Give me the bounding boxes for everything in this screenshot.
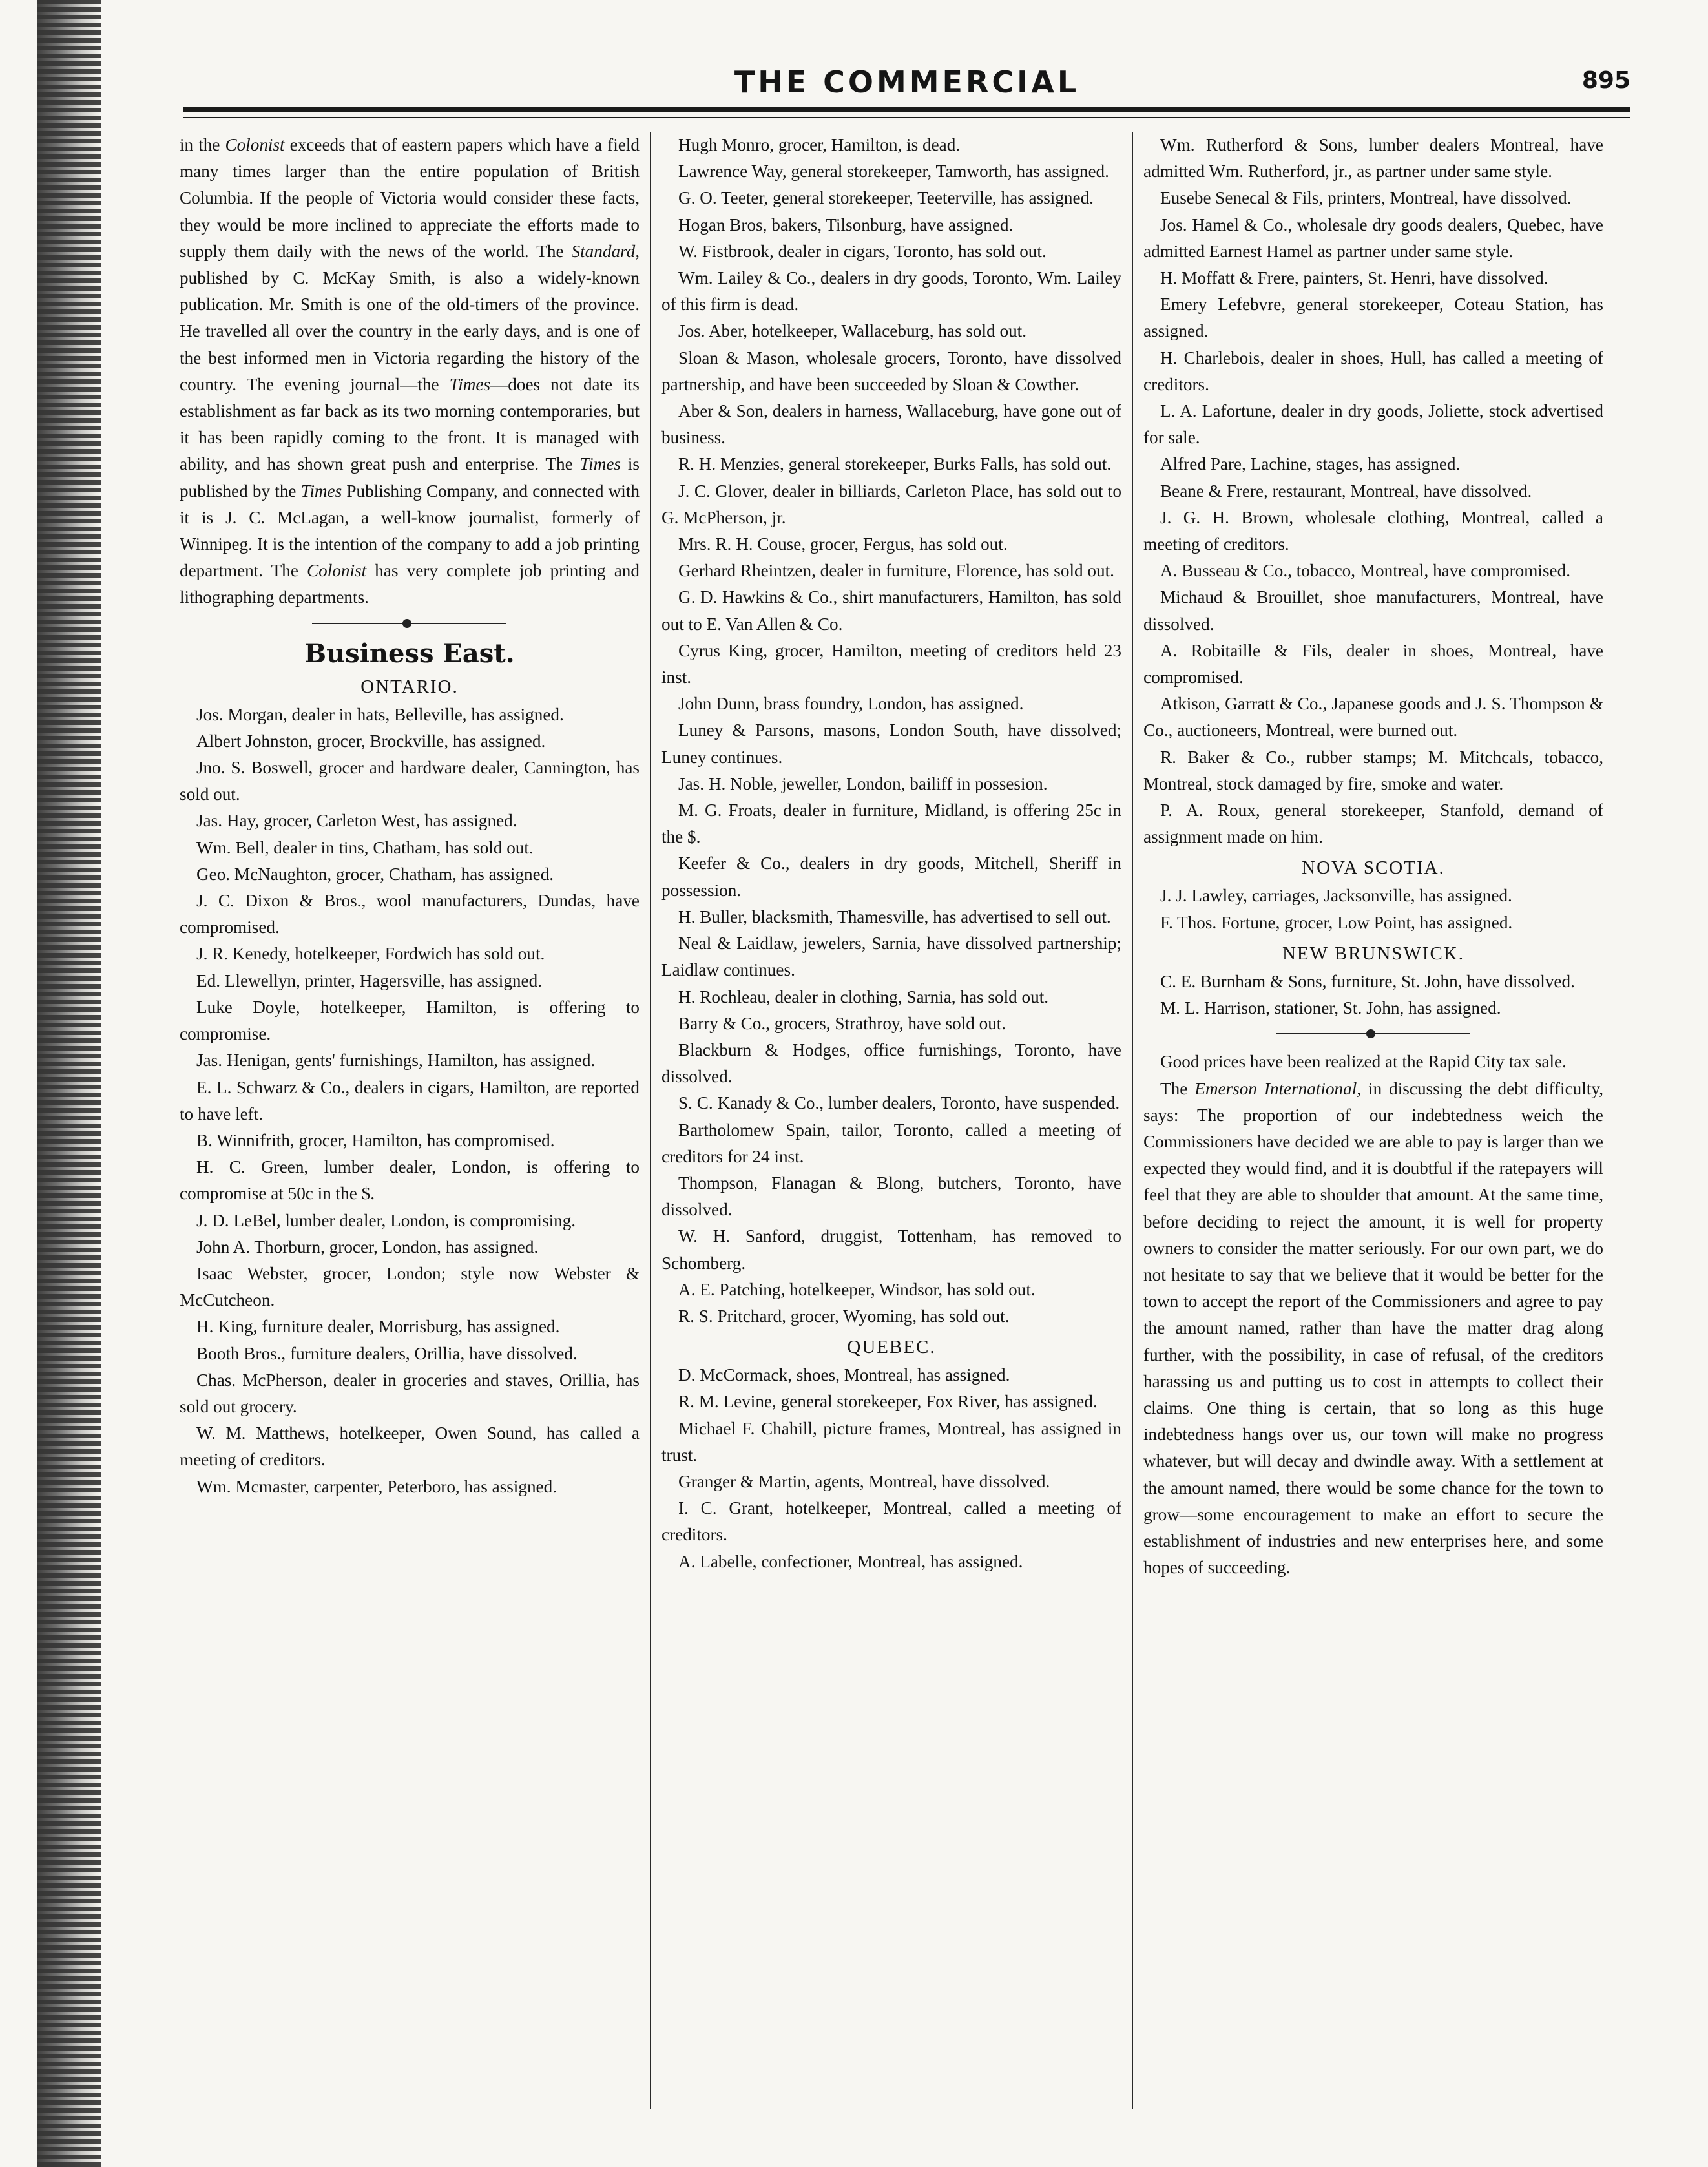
news-item-emerson: [1143, 1076, 1603, 1582]
list-item: D. McCormack, shoes, Montreal, has assigned.: [678, 1365, 1010, 1385]
section-divider: [1143, 1025, 1603, 1042]
list-item: Luney & Parsons, masons, London South, have dissolved; Luney continues.: [661, 720, 1121, 767]
list-item: G. D. Hawkins & Co., shirt manufacturers, Hamilton, has sold out to E. Van Allen & Co.: [661, 587, 1121, 634]
list-item: Aber & Son, dealers in harness, Wallaceburg, have gone out of business.: [661, 401, 1121, 448]
ontario-entries: [180, 702, 640, 1500]
section-title: Business East.: [304, 638, 515, 669]
list-item: H. Charlebois, dealer in shoes, Hull, has called a meeting of creditors.: [1143, 348, 1603, 394]
ontario-entries-cont: [661, 132, 1121, 1330]
text-run: published by C. McKay Smith, is also a widely-known publication. Mr. Smith is one of the old-timers of the province. He travelled all over the country in the early days, and is one of the best informed men in Victoria regarding the history of the country. The evening journal—the: [180, 268, 640, 394]
list-item: Luke Doyle, hotelkeeper, Hamilton, is offering to compromise.: [180, 997, 640, 1044]
list-item: Jas. H. Noble, jeweller, London, bailiff in possesion.: [678, 773, 1048, 793]
list-item: Gerhard Rheintzen, dealer in furniture, Florence, has sold out.: [678, 561, 1114, 581]
paper-name: Colonist: [307, 561, 367, 581]
list-item: J. D. LeBel, lumber dealer, London, is compromising.: [196, 1210, 576, 1230]
list-item: Barry & Co., grocers, Strathroy, have sold out.: [678, 1013, 1006, 1033]
list-item: J. J. Lawley, carriages, Jacksonville, has assigned.: [1160, 886, 1512, 906]
column-2: [661, 132, 1121, 2109]
article-continuation: [180, 132, 640, 611]
text-run: exceeds that of eastern papers which have a field many times larger than the entire population of British Columbia. If the people of Victoria would consider these facts, they would be more inclined to appreciate the efforts made to supply them daily with the news of the world. The: [180, 135, 640, 261]
list-item: Wm. Lailey & Co., dealers in dry goods, Toronto, Wm. Lailey of this firm is dead.: [661, 268, 1121, 315]
list-item: B. Winnifrith, grocer, Hamilton, has compromised.: [196, 1130, 555, 1150]
list-item: M. G. Froats, dealer in furniture, Midland, is offering 25c in the $.: [661, 801, 1121, 847]
list-item: A. Busseau & Co., tobacco, Montreal, have compromised.: [1160, 561, 1570, 581]
list-item: Mrs. R. H. Couse, grocer, Fergus, has sold out.: [678, 534, 1008, 554]
paper-name: Times: [449, 374, 491, 394]
list-item: Alfred Pare, Lachine, stages, has assigned.: [1160, 454, 1461, 474]
list-item: W. H. Sanford, druggist, Tottenham, has removed to Schomberg.: [661, 1226, 1121, 1273]
text-run: Publishing Company, and connected with it is J. C. McLagan, a well-know journalist, formerly of Winnipeg. It is the intention of the company to add a job printing department. The: [180, 481, 640, 581]
list-item: I. C. Grant, hotelkeeper, Montreal, called a meeting of creditors.: [661, 1498, 1121, 1545]
header-rule-thin: [183, 117, 1630, 118]
masthead: [183, 59, 1630, 105]
list-item: C. E. Burnham & Sons, furniture, St. John, have dissolved.: [1160, 971, 1575, 991]
list-item: A. Robitaille & Fils, dealer in shoes, Montreal, have compromised.: [1143, 640, 1603, 687]
list-item: J. G. H. Brown, wholesale clothing, Montreal, called a meeting of creditors.: [1143, 507, 1603, 554]
scanned-binding-edge: [37, 0, 101, 2167]
list-item: Neal & Laidlaw, jewelers, Sarnia, have dissolved partnership; Laidlaw continues.: [661, 934, 1121, 980]
text-run: —does not date its establishment as far back as its two morning contemporaries, but it has been rapidly coming to the front. It is managed with ability, and has shown great push and enterprise. The: [180, 374, 640, 474]
column-rule-2: [1132, 132, 1133, 2109]
list-item: Bartholomew Spain, tailor, Toronto, called a meeting of creditors for 24 inst.: [661, 1120, 1121, 1166]
list-item: A. Labelle, confectioner, Montreal, has assigned.: [678, 1551, 1023, 1571]
news-item: Good prices have been realized at the Rapid City tax sale.: [1160, 1052, 1567, 1072]
quebec-entries: [661, 1362, 1121, 1575]
list-item: Lawrence Way, general storekeeper, Tamworth, has assigned.: [678, 162, 1109, 182]
list-item: Hogan Bros, bakers, Tilsonburg, have assigned.: [678, 215, 1014, 235]
list-item: Chas. McPherson, dealer in groceries and staves, Orillia, has sold out grocery.: [180, 1370, 640, 1416]
list-item: Isaac Webster, grocer, London; style now Webster & McCutcheon.: [180, 1263, 640, 1310]
list-item: Michael F. Chahill, picture frames, Montreal, has assigned in trust.: [661, 1418, 1121, 1465]
quebec-entries-cont: [1143, 132, 1603, 850]
list-item: Sloan & Mason, wholesale grocers, Toronto, have dissolved partnership, and have been succeeded by Sloan & Cowther.: [661, 348, 1121, 394]
list-item: Ed. Llewellyn, printer, Hagersville, has assigned.: [196, 970, 542, 990]
list-item: Emery Lefebvre, general storekeeper, Coteau Station, has assigned.: [1143, 295, 1603, 341]
list-item: R. Baker & Co., rubber stamps; M. Mitchcals, tobacco, Montreal, stock damaged by fire, smoke and water.: [1143, 747, 1603, 793]
province-heading-quebec: QUEBEC.: [847, 1337, 936, 1358]
province-heading-nova-scotia: NOVA SCOTIA.: [1302, 857, 1445, 879]
column-1: [180, 132, 640, 2109]
list-item: John Dunn, brass foundry, London, has assigned.: [678, 694, 1024, 714]
text-run: in discussing the debt difficulty, says: The proportion of our indebtedness weich the Commissioners have decided we are able to pay is larger than we expected they would find, and it is doubtful if the ratepayers will feel that they are able to shoulder that amount. At the same time, before deciding to reject the amount, it is well for property owners to consider the matter seriously. For our own part, we do not hesitate to say that we believe that it would be better for the town to accept the report of the Commissioners and agree to pay the amount named, rather than have the matter drag along further, with the possibility, in case of refusal, of the creditors harassing us and putting us to cost in attempts to collect their claims. One thing is certain, that so long as this huge indebtedness hangs over us, our town will make no progress whatever, but will decay and dwindle away. With a settlement at the amount named, there would be some chance for the town to grow—some encouragement to make an effort to secure the establishment of industries and new enterprises here, and some hopes of succeeding.: [1143, 1078, 1603, 1578]
province-heading-ontario: ONTARIO.: [360, 676, 459, 697]
list-item: Thompson, Flanagan & Blong, butchers, Toronto, have dissolved.: [661, 1173, 1121, 1220]
list-item: Wm. Bell, dealer in tins, Chatham, has sold out.: [196, 837, 534, 857]
list-item: M. L. Harrison, stationer, St. John, has assigned.: [1160, 998, 1501, 1018]
list-item: Booth Bros., furniture dealers, Orillia, have dissolved.: [196, 1343, 578, 1363]
list-item: Atkison, Garratt & Co., Japanese goods and J. S. Thompson & Co., auctioneers, Montreal, were burned out.: [1143, 694, 1603, 740]
list-item: R. M. Levine, general storekeeper, Fox River, has assigned.: [678, 1392, 1098, 1412]
list-item: Jos. Hamel & Co., wholesale dry goods dealers, Quebec, have admitted Earnest Hamel as partner under same style.: [1143, 215, 1603, 261]
list-item: H. King, furniture dealer, Morrisburg, has assigned.: [196, 1317, 560, 1337]
list-item: Beane & Frere, restaurant, Montreal, have dissolved.: [1160, 481, 1532, 501]
list-item: G. O. Teeter, general storekeeper, Teeterville, has assigned.: [678, 188, 1094, 208]
list-item: Hugh Monro, grocer, Hamilton, is dead.: [678, 135, 961, 154]
list-item: J. C. Glover, dealer in billiards, Carleton Place, has sold out to G. McPherson, jr.: [661, 481, 1121, 527]
list-item: Wm. Mcmaster, carpenter, Peterboro, has assigned.: [196, 1476, 557, 1496]
list-item: Cyrus King, grocer, Hamilton, meeting of creditors held 23 inst.: [661, 640, 1121, 687]
list-item: Jas. Hay, grocer, Carleton West, has assigned.: [196, 811, 517, 831]
text-run: in the: [180, 135, 225, 154]
paper-name: Standard,: [571, 241, 640, 261]
list-item: R. H. Menzies, general storekeeper, Burks Falls, has sold out.: [678, 454, 1112, 474]
list-item: W. M. Matthews, hotelkeeper, Owen Sound, has called a meeting of creditors.: [180, 1423, 640, 1470]
list-item: Jos. Morgan, dealer in hats, Belleville, has assigned.: [196, 704, 564, 724]
list-item: Michaud & Brouillet, shoe manufacturers, Montreal, have dissolved.: [1143, 587, 1603, 634]
nova-scotia-entries: [1143, 883, 1603, 936]
list-item: J. R. Kenedy, hotelkeeper, Fordwich has sold out.: [196, 944, 545, 964]
list-item: Albert Johnston, grocer, Brockville, has assigned.: [196, 731, 546, 751]
paper-name: Times: [300, 481, 342, 501]
list-item: Geo. McNaughton, grocer, Chatham, has assigned.: [196, 864, 554, 884]
province-heading-new-brunswick: NEW BRUNSWICK.: [1282, 943, 1465, 964]
text-run: is published by the: [180, 454, 640, 501]
paper-name: Emerson International,: [1194, 1078, 1362, 1098]
column-3: [1143, 132, 1603, 2109]
page-number: 895: [1581, 67, 1630, 94]
list-item: H. Buller, blacksmith, Thamesville, has advertised to sell out.: [678, 906, 1111, 926]
list-item: L. A. Lafortune, dealer in dry goods, Joliette, stock advertised for sale.: [1143, 401, 1603, 448]
list-item: H. Rochleau, dealer in clothing, Sarnia, has sold out.: [678, 987, 1049, 1007]
list-item: H. C. Green, lumber dealer, London, is offering to compromise at 50c in the $.: [180, 1157, 640, 1204]
section-divider: [180, 615, 640, 632]
text-run: The: [1160, 1078, 1195, 1098]
list-item: Jas. Henigan, gents' furnishings, Hamilton, has assigned.: [196, 1051, 596, 1071]
list-item: H. Moffatt & Frere, painters, St. Henri, have dissolved.: [1160, 268, 1548, 288]
list-item: Granger & Martin, agents, Montreal, have dissolved.: [678, 1471, 1050, 1491]
column-rule-1: [650, 132, 651, 2109]
header-rule-thick: [183, 107, 1630, 112]
list-item: E. L. Schwarz & Co., dealers in cigars, Hamilton, are reported to have left.: [180, 1077, 640, 1124]
text-run: has very complete job printing and lithographing departments.: [180, 561, 640, 607]
list-item: Jno. S. Boswell, grocer and hardware dealer, Cannington, has sold out.: [180, 758, 640, 804]
list-item: Wm. Rutherford & Sons, lumber dealers Montreal, have admitted Wm. Rutherford, jr., as partner under same style.: [1143, 135, 1603, 182]
list-item: Eusebe Senecal & Fils, printers, Montreal, have dissolved.: [1160, 188, 1572, 208]
list-item: P. A. Roux, general storekeeper, Stanfold, demand of assignment made on him.: [1143, 801, 1603, 847]
list-item: Blackburn & Hodges, office furnishings, Toronto, have dissolved.: [661, 1040, 1121, 1087]
list-item: J. C. Dixon & Bros., wool manufacturers, Dundas, have compromised.: [180, 891, 640, 937]
paper-name: Colonist: [225, 135, 285, 154]
list-item: W. Fistbrook, dealer in cigars, Toronto, has sold out.: [678, 241, 1047, 261]
list-item: R. S. Pritchard, grocer, Wyoming, has sold out.: [678, 1306, 1010, 1326]
paper-name: Times: [579, 454, 621, 474]
list-item: Jos. Aber, hotelkeeper, Wallaceburg, has sold out.: [678, 321, 1027, 341]
new-brunswick-entries: [1143, 968, 1603, 1021]
newspaper-title: THE COMMERCIAL: [734, 65, 1080, 99]
list-item: S. C. Kanady & Co., lumber dealers, Toronto, have suspended.: [678, 1093, 1120, 1113]
list-item: John A. Thorburn, grocer, London, has assigned.: [196, 1237, 539, 1257]
list-item: Keefer & Co., dealers in dry goods, Mitchell, Sheriff in possession.: [661, 853, 1121, 900]
list-item: A. E. Patching, hotelkeeper, Windsor, has sold out.: [678, 1279, 1036, 1299]
list-item: F. Thos. Fortune, grocer, Low Point, has assigned.: [1160, 912, 1513, 932]
